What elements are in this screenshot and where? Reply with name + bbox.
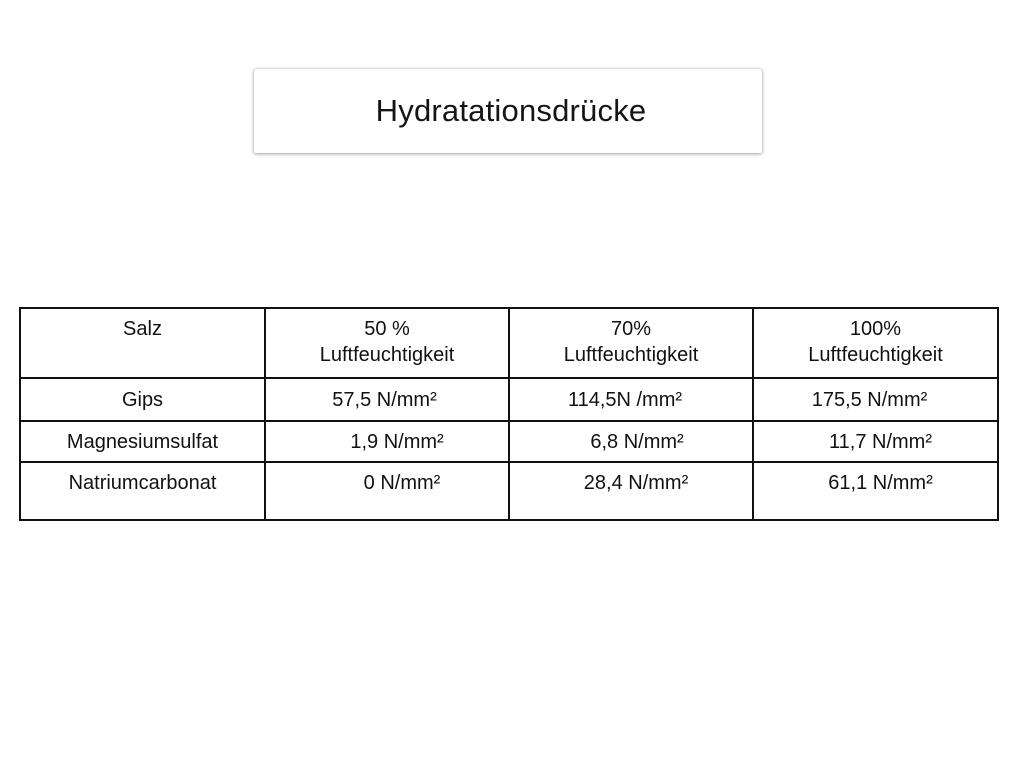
salt-name: Magnesiumsulfat	[66, 431, 219, 453]
value-cell-100	[753, 462, 998, 520]
slide-title-box	[254, 69, 762, 153]
table-header-row	[20, 308, 998, 378]
header-label: Salz	[123, 318, 162, 340]
header-cell-70	[509, 308, 753, 378]
header-sublabel: Luftfeuchtigkeit	[563, 344, 699, 366]
value-70: 114,5N /mm²	[567, 389, 683, 411]
value-100: 61,1 N/mm²	[828, 472, 933, 494]
value-cell-100	[753, 421, 998, 462]
value-70: 6,8 N/mm²	[590, 431, 684, 453]
table-row	[20, 421, 998, 462]
value-cell-50	[265, 462, 509, 520]
value-cell-70	[509, 462, 753, 520]
value-cell-50	[265, 378, 509, 421]
value-50: 57,5 N/mm²	[332, 389, 437, 411]
header-label: 100%	[849, 318, 902, 340]
value-cell-100	[753, 378, 998, 421]
value-50: 1,9 N/mm²	[350, 431, 444, 453]
salt-name: Gips	[121, 389, 164, 411]
header-cell-salt	[20, 308, 265, 378]
header-sublabel: Luftfeuchtigkeit	[808, 344, 943, 366]
table-row	[20, 462, 998, 520]
table-row	[20, 378, 998, 421]
header-label: 70%	[610, 318, 652, 340]
slide-title: Hydratationsdrücke	[375, 93, 647, 128]
value-cell-70	[509, 378, 753, 421]
value-50: 0 N/mm²	[363, 472, 441, 494]
value-cell-50	[265, 421, 509, 462]
value-70: 28,4 N/mm²	[583, 472, 689, 494]
header-sublabel: Luftfeuchtigkeit	[319, 344, 455, 366]
salt-cell	[20, 462, 265, 520]
value-100: 175,5 N/mm²	[811, 389, 928, 411]
salt-cell	[20, 378, 265, 421]
value-100: 11,7 N/mm²	[829, 431, 932, 453]
header-cell-100	[753, 308, 998, 378]
salt-cell	[20, 421, 265, 462]
header-label: 50 %	[364, 318, 410, 340]
value-cell-70	[509, 421, 753, 462]
header-cell-50	[265, 308, 509, 378]
hydration-pressure-table	[19, 307, 999, 521]
salt-name: Natriumcarbonat	[68, 472, 217, 494]
